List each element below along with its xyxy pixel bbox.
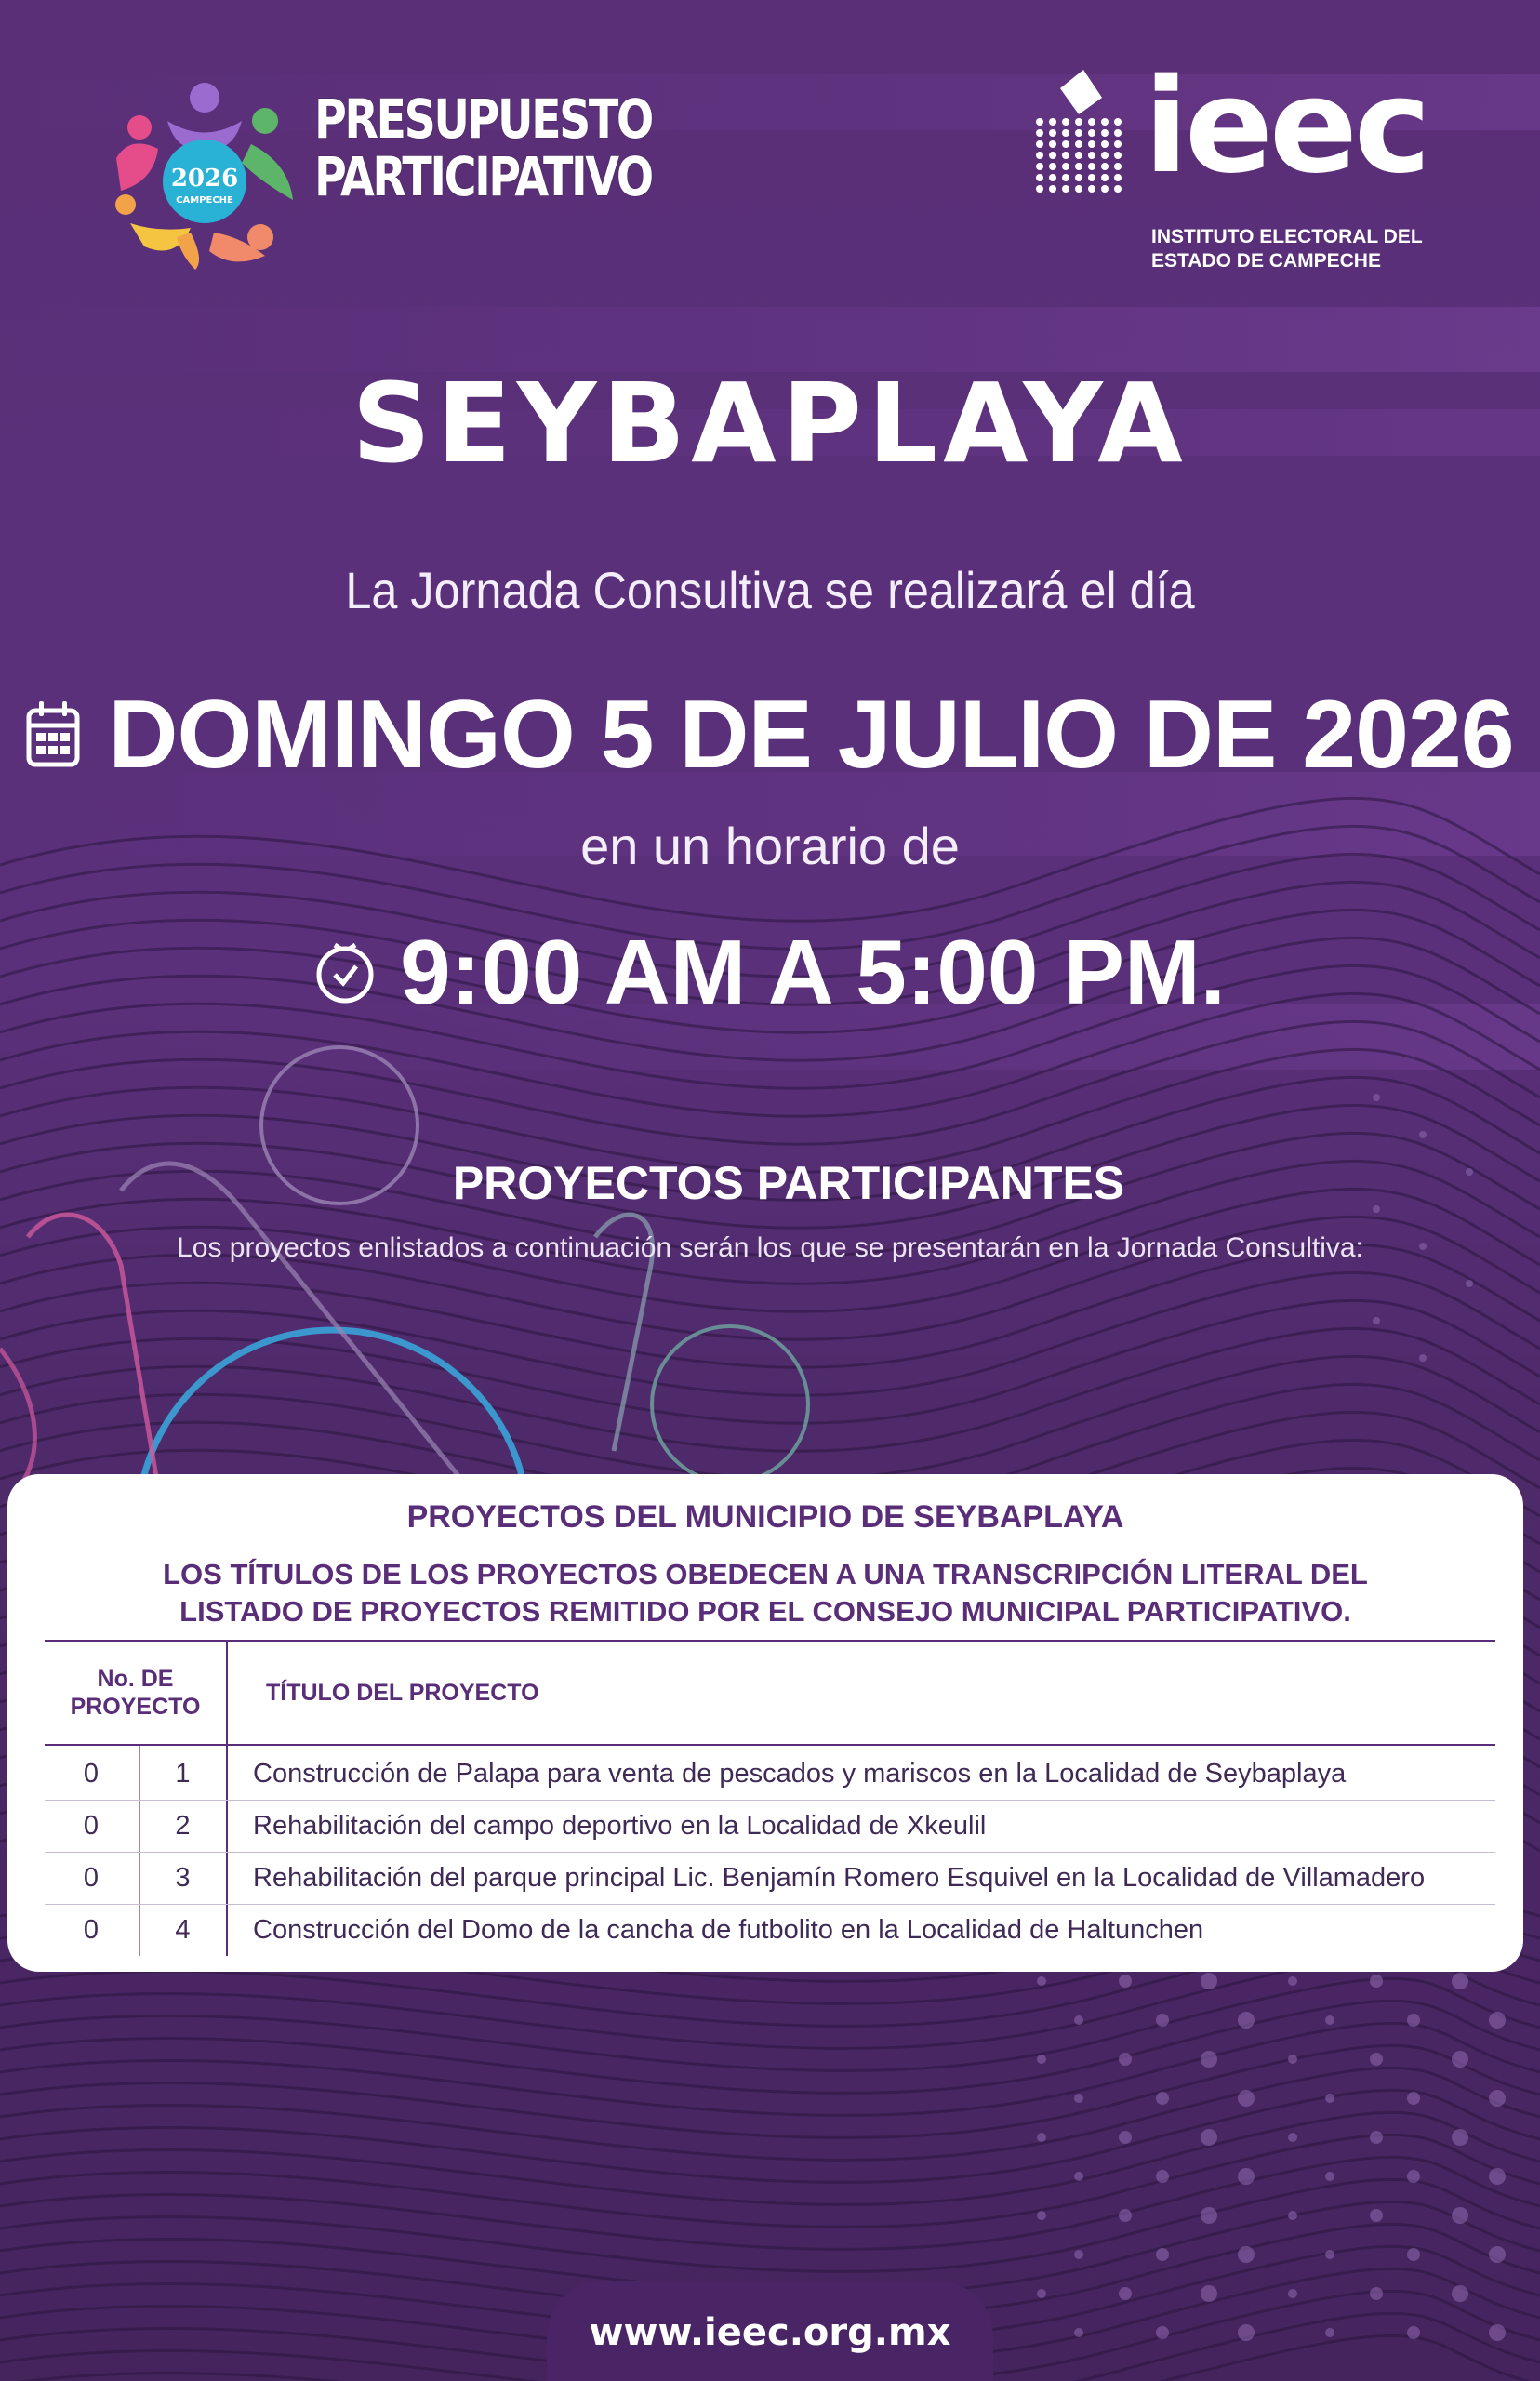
- logo-line1: PRESUPUESTO: [314, 87, 652, 151]
- logo-year: 2026: [170, 165, 239, 193]
- ballot-dot: [1075, 185, 1082, 193]
- logo-state: CAMPECHE: [176, 195, 233, 206]
- decor-dot: [1407, 2326, 1420, 2339]
- row-digit-0: 0: [83, 1863, 100, 1893]
- ballot-dots-icon: [1032, 70, 1135, 200]
- decor-dot: [1201, 2051, 1217, 2068]
- ballot-dot: [1062, 140, 1069, 148]
- decor-dot: [1466, 1280, 1473, 1287]
- ieec-logo: [1032, 51, 1460, 288]
- table-row: [45, 1852, 1495, 1904]
- decor-dot: [1074, 2250, 1083, 2259]
- decor-dot: [1370, 2053, 1383, 2066]
- decor-dot: [1201, 2285, 1217, 2302]
- decor-dot: [1074, 2094, 1083, 2103]
- ballot-dot: [1114, 152, 1122, 159]
- ballot-dot: [1049, 118, 1056, 126]
- decor-dot: [1156, 2092, 1169, 2105]
- calendar-icon: [26, 699, 80, 770]
- ballot-dot: [1114, 118, 1122, 126]
- ballot-dot: [1062, 152, 1069, 159]
- row-title: Rehabilitación del campo deportivo en la Localidad de Xkeulil: [253, 1811, 987, 1841]
- decor-dot: [1452, 2285, 1468, 2302]
- decor-dot: [1238, 2090, 1255, 2107]
- decor-dot: [1325, 2328, 1334, 2337]
- decor-dot: [1452, 2207, 1468, 2224]
- date-row: [0, 674, 1540, 795]
- header-project-number-line2: PROYECTO: [70, 1694, 201, 1720]
- ballot-dot: [1036, 174, 1043, 181]
- ballot-dot: [1088, 152, 1095, 159]
- ballot-dot: [1062, 129, 1069, 137]
- card-note-line1: LOS TÍTULOS DE LOS PROYECTOS OBEDECEN A UNA TRANSCRIPCIÓN LITERAL DEL: [163, 1558, 1368, 1590]
- header-project-title: TÍTULO DEL PROYECTO: [266, 1680, 539, 1706]
- table-row: [45, 1748, 1495, 1800]
- ballot-dot: [1049, 129, 1056, 137]
- decor-dot: [1156, 2014, 1169, 2027]
- decor-dot: [1325, 2172, 1334, 2181]
- wave-line: [0, 1356, 1540, 1479]
- time-row: [0, 916, 1540, 1028]
- ballot-dot: [1036, 118, 1043, 126]
- decor-dot: [1489, 2168, 1506, 2185]
- ballot-dot: [1101, 174, 1109, 181]
- row-title: Rehabilitación del parque principal Lic. Benjamín Romero Esquivel en la Localidad de Villamadero: [253, 1863, 1426, 1893]
- ballot-dot: [1062, 185, 1069, 193]
- ballot-dot: [1062, 163, 1069, 170]
- card-note: [7, 1556, 1523, 1630]
- ballot-dot: [1036, 185, 1043, 193]
- decor-dot: [1156, 2248, 1169, 2261]
- decor-dot: [1288, 2133, 1297, 2142]
- row-digit-1: 3: [175, 1863, 191, 1893]
- decor-dot: [1370, 2209, 1383, 2222]
- decor-dot: [1156, 2326, 1169, 2339]
- ballot-dot: [1036, 129, 1043, 137]
- decor-dot: [1288, 2289, 1297, 2298]
- row-title: Construcción de Palapa para venta de pescados y mariscos en la Localidad de Seybaplaya: [253, 1759, 1347, 1789]
- table-top-rule: [45, 1640, 1495, 1642]
- ballot-dot: [1114, 129, 1122, 137]
- ballot-dot: [1036, 163, 1043, 170]
- wave-line: [0, 1272, 1540, 1395]
- ballot-dot: [1049, 152, 1056, 159]
- ballot-dot: [1036, 152, 1043, 159]
- event-time: 9:00 AM A 5:00 PM.: [400, 921, 1226, 1023]
- ballot-dot: [1049, 174, 1056, 181]
- table-row: [45, 1904, 1495, 1956]
- logo-line2: PARTICIPATIVO: [314, 145, 652, 208]
- ballot-dot: [1114, 140, 1122, 148]
- ballot-dot: [1049, 185, 1056, 193]
- decor-dot: [1452, 2129, 1468, 2146]
- ballot-dot: [1101, 118, 1109, 126]
- decor-dot: [1325, 2250, 1334, 2259]
- table-header-rule: [45, 1744, 1495, 1746]
- projects-description: Los proyectos enlistados a continuación serán los que se presentarán en la Jornada Consultiva:: [177, 1232, 1363, 1263]
- ieec-wordmark: ieec: [1144, 51, 1427, 203]
- decor-dot: [1238, 2012, 1255, 2029]
- clock-icon: [314, 939, 376, 1004]
- lead-text: La Jornada Consultiva se realizará el día: [345, 561, 1195, 619]
- ballot-dot: [1088, 118, 1095, 126]
- decor-dot: [1119, 2209, 1132, 2222]
- ballot-dot: [1088, 185, 1095, 193]
- city-title: SEYBAPLAYA: [352, 359, 1188, 487]
- ballot-dot: [1088, 163, 1095, 170]
- people-circle-icon: [102, 70, 307, 274]
- decor-dot: [1037, 2055, 1046, 2064]
- decor-dot: [1452, 1973, 1468, 1989]
- decor-dot: [1238, 2246, 1255, 2263]
- ballot-dot: [1101, 163, 1109, 170]
- decor-dot: [1119, 2131, 1132, 2144]
- row-digit-0: 0: [83, 1915, 100, 1945]
- wave-line: [0, 1328, 1540, 1451]
- projects-card: [7, 1474, 1523, 1972]
- website-link[interactable]: www.ieec.org.mx: [589, 2311, 951, 2354]
- ballot-dot: [1075, 118, 1082, 126]
- row-title: Construcción del Domo de la cancha de futbolito en la Localidad de Haltunchen: [253, 1915, 1204, 1945]
- ballot-dot: [1101, 140, 1109, 148]
- ieec-subtitle-line2: ESTADO DE CAMPECHE: [1151, 250, 1381, 272]
- decor-dot: [1407, 2170, 1420, 2183]
- decor-dot: [1407, 2014, 1420, 2027]
- decor-dot: [1037, 2133, 1046, 2142]
- ballot-dot: [1088, 129, 1095, 137]
- ballot-dot: [1088, 140, 1095, 148]
- ballot-dot: [1101, 185, 1109, 193]
- ballot-dot: [1075, 163, 1082, 170]
- decor-dot: [1037, 1976, 1046, 1986]
- ballot-dot: [1075, 140, 1082, 148]
- decor-dot: [1373, 1317, 1380, 1324]
- decor-dot: [1419, 1354, 1427, 1362]
- schedule-intro: en un horario de: [580, 817, 960, 875]
- decor-dot: [1407, 2092, 1420, 2105]
- decor-dot: [1370, 2287, 1383, 2300]
- header-project-number-line1: No. DE: [97, 1666, 174, 1692]
- decor-dot: [1288, 2211, 1297, 2220]
- decor-dot: [1370, 2131, 1383, 2144]
- decor-dot: [1119, 2287, 1132, 2300]
- ballot-dot: [1114, 163, 1122, 170]
- projects-heading: PROYECTOS PARTICIPANTES: [452, 1157, 1125, 1209]
- decor-dot: [1489, 2090, 1506, 2107]
- decor-dot: [1489, 2324, 1506, 2341]
- decor-dot: [1325, 2015, 1334, 2025]
- decor-dot: [1074, 2172, 1083, 2181]
- row-digit-0: 0: [83, 1759, 100, 1789]
- decor-dot: [1119, 1975, 1132, 1988]
- logo-wordmark: [314, 87, 652, 208]
- decor-dot: [1238, 2168, 1255, 2185]
- ballot-dot: [1049, 163, 1056, 170]
- decor-dot: [1238, 2324, 1255, 2341]
- decor-dot: [1037, 2289, 1046, 2298]
- ballot-dot: [1114, 174, 1122, 181]
- header-project-number: [45, 1665, 226, 1721]
- decor-dot: [1452, 2051, 1468, 2068]
- row-digit-0: 0: [83, 1811, 100, 1841]
- ballot-dot: [1075, 129, 1082, 137]
- ieec-subtitle: [1151, 225, 1423, 273]
- ballot-dot: [1114, 185, 1122, 193]
- decor-dot: [1074, 2328, 1083, 2337]
- ballot-dot: [1088, 174, 1095, 181]
- decor-dot: [1119, 2053, 1132, 2066]
- decor-dot: [1201, 2129, 1217, 2146]
- decor-dot: [1288, 2055, 1297, 2064]
- decor-dot: [1489, 2012, 1506, 2029]
- ieec-subtitle-line1: INSTITUTO ELECTORAL DEL: [1151, 226, 1423, 247]
- card-title: PROYECTOS DEL MUNICIPIO DE SEYBAPLAYA: [406, 1499, 1124, 1535]
- ballot-dot: [1062, 118, 1069, 126]
- ballot-dot: [1101, 152, 1109, 159]
- decor-dot: [1201, 1973, 1217, 1989]
- decor-dot: [1074, 2015, 1083, 2025]
- ballot-dot: [1062, 174, 1069, 181]
- decor-dot: [1373, 1094, 1380, 1101]
- decor-dot: [1325, 2094, 1334, 2103]
- presupuesto-participativo-logo: [102, 70, 652, 274]
- ballot-dot: [1075, 152, 1082, 159]
- decor-dot: [1037, 2211, 1046, 2220]
- row-digit-1: 1: [175, 1759, 191, 1789]
- decor-dot: [1288, 1976, 1297, 1986]
- ballot-dot: [1075, 174, 1082, 181]
- row-digit-1: 4: [175, 1915, 191, 1945]
- event-date: DOMINGO 5 DE JULIO DE 2026: [108, 681, 1514, 789]
- ballot-dot: [1049, 140, 1056, 148]
- ballot-dot: [1101, 129, 1109, 137]
- decor-dot: [1370, 1975, 1383, 1988]
- decor-dot: [1419, 1131, 1427, 1138]
- card-note-line2: LISTADO DE PROYECTOS REMITIDO POR EL CONSEJO MUNICIPAL PARTICIPATIVO.: [179, 1595, 1351, 1628]
- decor-dot: [1201, 2207, 1217, 2224]
- decor-dot: [1489, 2246, 1506, 2263]
- decor-dot: [1407, 2248, 1420, 2261]
- table-row: [45, 1800, 1495, 1852]
- ballot-dot: [1036, 140, 1043, 148]
- row-digit-1: 2: [175, 1811, 191, 1841]
- decor-dot: [1156, 2170, 1169, 2183]
